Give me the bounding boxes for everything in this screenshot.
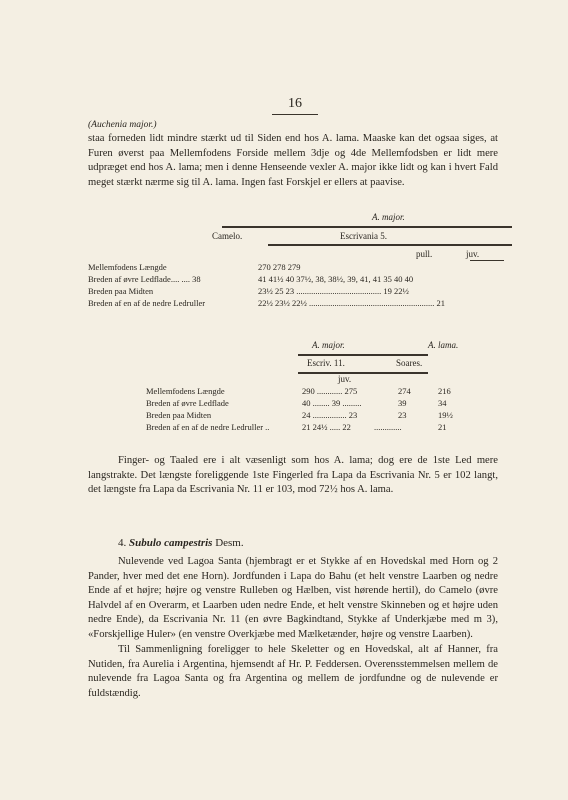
paragraph-2: Finger- og Taaled ere i alt væsenligt som hos A. lama; dog ere de 1ste Led mere langstrakte. Det længste foreliggende 1ste Fingerled fra Lapa da Escrivania Nr. 5 er 102 langt, det længste fra Lapa da Escrivania Nr. 11 er 103, mod 72½ hos A. lama. [88, 455, 498, 496]
table2-row-1-v2: 274 [398, 386, 411, 396]
section-number: 4. [118, 537, 127, 549]
table2-col-soares: Soares. [396, 358, 423, 368]
table1-row-1-label: Mellemfodens Længde [88, 262, 167, 272]
table2-row-4-v3: 21 [438, 422, 447, 432]
table2-row-3-label: Breden paa Midten [146, 410, 212, 420]
table1-col-escrivania: Escrivania 5. [340, 231, 387, 241]
table1-row-2-label: Breden af øvre Ledflade.... .... 38 [88, 274, 201, 284]
paragraph-4: Til Sammenligning foreligger to hele Skeletter og en Hovedskal, alt af Hanner, fra Nutiden, fra Aurelia i Argentina, hjemsendt af Hr. P. Feddersen. Overensstemmelsen mellem de nulevende fra Lagoa Santa og fra Argentina og mellem de jordfundne og de nulevende er fuldstændig. [88, 644, 498, 699]
table2-title-lama: A. lama. [428, 340, 459, 350]
table1-col-pull: pull. [416, 249, 433, 259]
section-taxon-name: Subulo campestris [129, 537, 213, 549]
table1-row-3-values: 23½ 25 23 ........................................ 19 22½ [258, 286, 409, 296]
page-number: 16 [288, 96, 302, 111]
table1-col-camelo: Camelo. [212, 231, 243, 241]
table2-row-4-v2: ............. [374, 422, 402, 432]
section-heading [118, 537, 244, 549]
table2-row-3-v3: 19½ [438, 410, 453, 420]
section-author: Desm. [215, 537, 244, 549]
table1-col-juv: juv. [466, 249, 480, 259]
table1-row-4-values: 22½ 23½ 22½ ........................................................... 21 [258, 298, 445, 308]
table1-row-3-label: Breden paa Midten [88, 286, 154, 296]
paragraph-1: staa forneden lidt mindre stærkt ud til Siden end hos A. lama. Maaske kan det ogsaa siges, at Furen øverst paa Mellemfodens Forside mellem 3dje og 4de Mellemfodsben er lidt mere udpræget end hos A. lama; men i denne Henseende vexler A. major ikke lidt og kan i hvert Fald meget stærkt nærme sig til A. lama. Ingen fast Forskjel er ellers at paavise. [88, 133, 498, 188]
table1-title: A. major. [372, 212, 405, 222]
table2-row-2-v2: 39 [398, 398, 407, 408]
table2-row-1-v1: 290 ............ 275 [302, 386, 358, 396]
table2-col-escriv: Escriv. 11. [307, 358, 345, 368]
table2-row-3-v2: 23 [398, 410, 407, 420]
table2-row-3-v1: 24 ................ 23 [302, 410, 358, 420]
table2-title-major: A. major. [312, 340, 345, 350]
table1-row-1-values: 270 278 279 [258, 262, 301, 272]
paragraph-3: Nulevende ved Lagoa Santa (hjembragt er et Stykke af en Hovedskal med Horn og 2 Pander, hver med det ene Horn). Jordfunden i Lapa do Bahu (et helt venstre Laarben og nedre Ende af et højre; højre og venstre Rulleben og Hælben, vist hørende hertil), do Camelo (øvre Halvdel af en Overarm, et Laarben uden nedre Ende, et helt venstre Skinneben og et højre uden nedre Ende), da Escrivania Nr. 11 (en øvre Bagkindtand, Stykke af Underkjæbe med m 3), «Forskjellige Huler» (en venstre Overkjæbe med Mælketænder, højre og venstre Laarben). [88, 556, 498, 640]
table2-row-2-v3: 34 [438, 398, 447, 408]
table2-row-1-v3: 216 [438, 386, 451, 396]
table1-mid-rule [268, 244, 512, 246]
table1-juv-rule [470, 260, 504, 261]
table2-row-4-label: Breden af en af de nedre Ledruller .. [146, 422, 270, 432]
table2-row-2-label: Breden af øvre Ledflade [146, 398, 229, 408]
table1-top-rule [222, 226, 512, 228]
table2-mid-rule [298, 372, 428, 374]
page-number-rule [272, 114, 318, 115]
running-head: (Auchenia major.) [88, 120, 157, 130]
table2-top-rule [298, 354, 428, 356]
table2-col-juv: juv. [338, 374, 352, 384]
table1-row-4-label: Breden af en af de nedre Ledruller [88, 298, 206, 308]
table2-row-2-v1: 40 ........ 39 ......... [302, 398, 362, 408]
table2-row-4-v1: 21 24½ ..... 22 [302, 422, 351, 432]
table1-row-2-values: 41 41½ 40 37½, 38, 38½, 39, 41, 41 35 40 40 [258, 274, 414, 284]
table2-row-1-label: Mellemfodens Længde [146, 386, 225, 396]
